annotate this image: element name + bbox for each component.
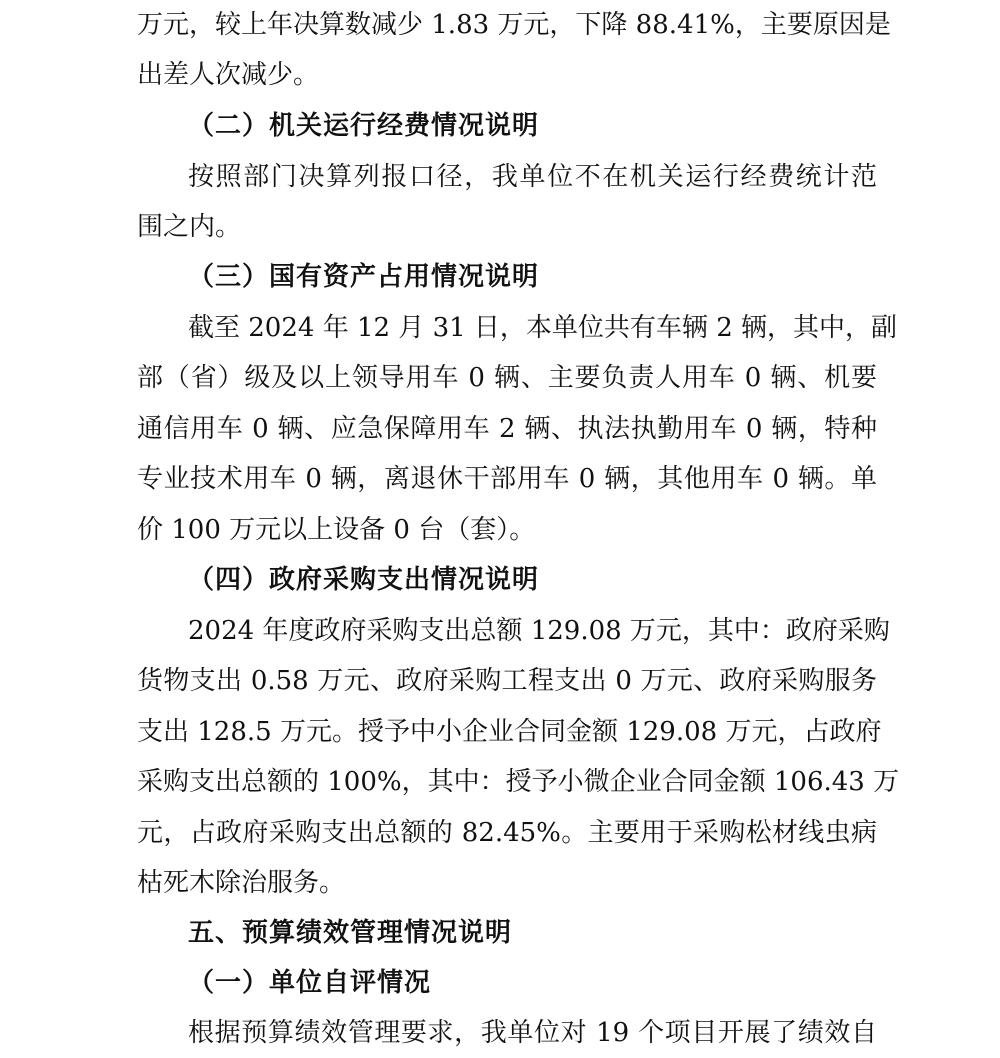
paragraph-line: 2024 年度政府采购支出总额 129.08 万元，其中：政府采购	[188, 616, 890, 646]
paragraph-line: 通信用车 0 辆、应急保障用车 2 辆、执法执勤用车 0 辆，特种	[137, 414, 877, 444]
paragraph-line: 采购支出总额的 100%，其中：授予小微企业合同金额 106.43 万	[137, 767, 900, 797]
paragraph-line: 按照部门决算列报口径，我单位不在机关运行经费统计范	[188, 162, 877, 192]
subsection-heading: （二）机关运行经费情况说明	[188, 111, 540, 141]
paragraph-line: 围之内。	[137, 212, 242, 242]
paragraph-line: 部（省）级及以上领导用车 0 辆、主要负责人用车 0 辆、机要	[137, 363, 877, 393]
paragraph-line: 元，占政府采购支出总额的 82.45%。主要用于采购松材线虫病	[137, 818, 877, 848]
paragraph-line: 价 100 万元以上设备 0 台（套）。	[137, 515, 536, 545]
paragraph-line: 出差人次减少。	[137, 60, 320, 90]
subsection-heading: （四）政府采购支出情况说明	[188, 565, 540, 595]
section-heading: 五、预算绩效管理情况说明	[188, 918, 513, 948]
paragraph-line: 货物支出 0.58 万元、政府采购工程支出 0 万元、政府采购服务	[137, 666, 877, 696]
paragraph-line: 专业技术用车 0 辆，离退休干部用车 0 辆，其他用车 0 辆。单	[137, 464, 877, 494]
paragraph-line: 截至 2024 年 12 月 31 日，本单位共有车辆 2 辆，其中，副	[188, 313, 897, 343]
paragraph-line: 支出 128.5 万元。授予中小企业合同金额 129.08 万元，占政府	[137, 717, 882, 747]
subsection-heading: （三）国有资产占用情况说明	[188, 262, 540, 292]
paragraph-line: 根据预算绩效管理要求，我单位对 19 个项目开展了绩效自	[188, 1018, 877, 1048]
subsection-heading: （一）单位自评情况	[188, 968, 432, 998]
paragraph-line: 万元，较上年决算数减少 1.83 万元，下降 88.41%，主要原因是	[137, 10, 891, 40]
paragraph-line: 枯死木除治服务。	[137, 868, 346, 898]
